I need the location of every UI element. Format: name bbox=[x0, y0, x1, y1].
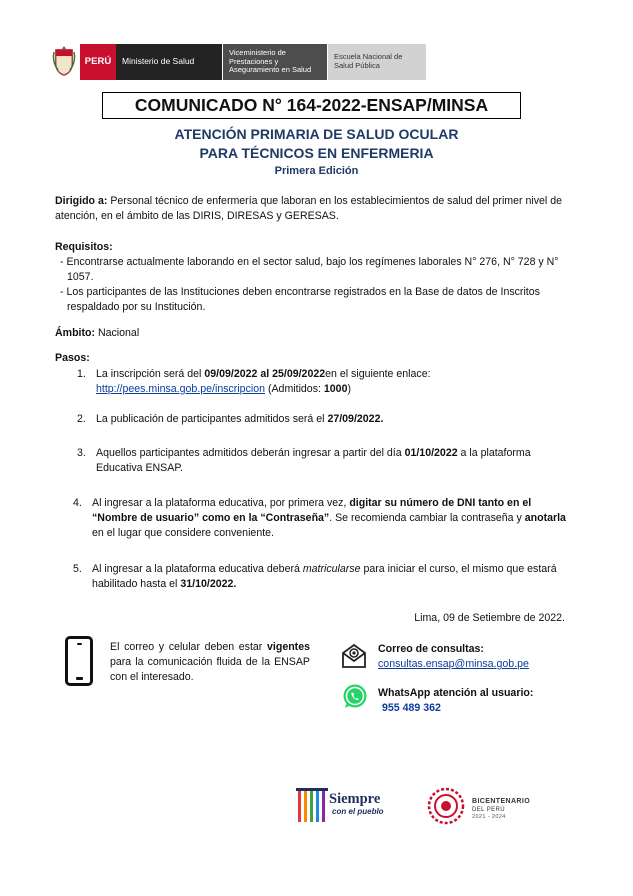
correo-block bbox=[378, 642, 529, 672]
peru-label: PERÚ bbox=[80, 44, 116, 80]
siempre-logo-icon bbox=[296, 786, 330, 826]
whatsapp-icon bbox=[341, 683, 368, 710]
requisito-item: - Encontrarse actualmente laborando en el sector salud, bajo los regímenes laborales N° 276, N° 728 y N° 1057. bbox=[60, 256, 559, 284]
whatsapp-label: WhatsApp atención al usuario: bbox=[378, 687, 534, 699]
ambito-text: Nacional bbox=[95, 327, 140, 339]
requisitos-label: Requisitos: bbox=[55, 241, 113, 253]
school-label: Escuela Nacional de Salud Pública bbox=[328, 44, 426, 80]
paso-number: 4. bbox=[73, 497, 82, 509]
contact-note: El correo y celular deben estar vigentes para la comunicación fluida de la ENSAP con el interesado. bbox=[110, 641, 310, 684]
paso-2: 2. La publicación de participantes admitidos será el 27/09/2022. bbox=[77, 412, 571, 427]
fecha-text: Lima, 09 de Setiembre de 2022. bbox=[414, 612, 565, 624]
peru-coat-of-arms-icon bbox=[52, 44, 76, 78]
siempre-text: Siempre bbox=[329, 791, 381, 807]
dirigido-label: Dirigido a: bbox=[55, 195, 108, 207]
requisito-item: - Los participantes de las Instituciones deben encontrarse registrados en la Base de datos de Inscritos respaldado por su Institución. bbox=[60, 286, 540, 314]
viceministry-label: Viceministerio de Prestaciones y Aseguramiento en Salud bbox=[223, 44, 327, 80]
title-line-2: PARA TÉCNICOS EN ENFERMERIA bbox=[199, 145, 434, 161]
whatsapp-block bbox=[378, 686, 533, 716]
ministry-label: Ministerio de Salud bbox=[116, 44, 222, 80]
correo-link[interactable]: consultas.ensap@minsa.gob.pe bbox=[378, 658, 529, 671]
dirigido-section bbox=[55, 194, 575, 224]
inscripcion-link[interactable]: http://pees.minsa.gob.pe/inscripcion bbox=[96, 383, 266, 396]
bicentenario-text: BICENTENARIO bbox=[472, 798, 531, 805]
correo-label: Correo de consultas: bbox=[378, 643, 484, 655]
paso-number: 3. bbox=[77, 447, 86, 459]
dirigido-text: Personal técnico de enfermería que laboran en los establecimientos de salud del primer nivel de atención, en el ámbito de las DIRIS, DIRESAS y GERESAS. bbox=[55, 195, 563, 223]
pueblo-text: con el pueblo bbox=[332, 807, 384, 816]
mobile-phone-icon bbox=[65, 636, 93, 686]
bicentenario-emblem-icon bbox=[426, 786, 466, 826]
email-at-icon bbox=[340, 642, 368, 670]
whatsapp-number: 955 489 362 bbox=[382, 702, 441, 715]
paso-number: 2. bbox=[77, 413, 86, 425]
ambito-section bbox=[55, 326, 575, 341]
paso-number: 5. bbox=[73, 563, 82, 575]
paso-number: 1. bbox=[77, 368, 86, 380]
del-peru-text: DEL PERÚ bbox=[472, 807, 505, 813]
ambito-label: Ámbito: bbox=[55, 327, 96, 339]
comunicado-title: COMUNICADO N° 164-2022-ENSAP/MINSA bbox=[102, 92, 521, 119]
siempre-con-el-pueblo-logo bbox=[296, 786, 398, 826]
paso-1: 1. La inscripción será del 09/09/2022 al 25/09/2022en el siguiente enlace: http://pees.minsa.gob.pe/inscripcion (Admitidos: 1000) bbox=[77, 368, 431, 396]
pasos-label: Pasos: bbox=[55, 352, 90, 364]
bicentenario-logo bbox=[426, 786, 538, 826]
requisitos-section bbox=[55, 240, 575, 315]
paso-3: 3. Aquellos participantes admitidos deberán ingresar a partir del día 01/10/2022 a la plataforma Educativa ENSAP. bbox=[77, 447, 531, 475]
years-text: 2021 - 2024 bbox=[472, 814, 506, 820]
paso-4: 4. Al ingresar a la plataforma educativa, por primera vez, digitar su número de DNI tanto en el “Nombre de usuario” como en la “Contraseña”. Se recomienda cambiar la contraseña y anotarla en el lugar que considere conveniente. bbox=[73, 497, 566, 540]
edition-label: Primera Edición bbox=[274, 165, 359, 177]
header-logos bbox=[52, 44, 426, 80]
paso-5: 5. Al ingresar a la plataforma educativa deberá matricularse para iniciar el curso, el mismo que estará habilitado hasta el 31/10/2022. bbox=[73, 563, 557, 591]
title-line-1: ATENCIÓN PRIMARIA DE SALUD OCULAR bbox=[174, 126, 459, 142]
